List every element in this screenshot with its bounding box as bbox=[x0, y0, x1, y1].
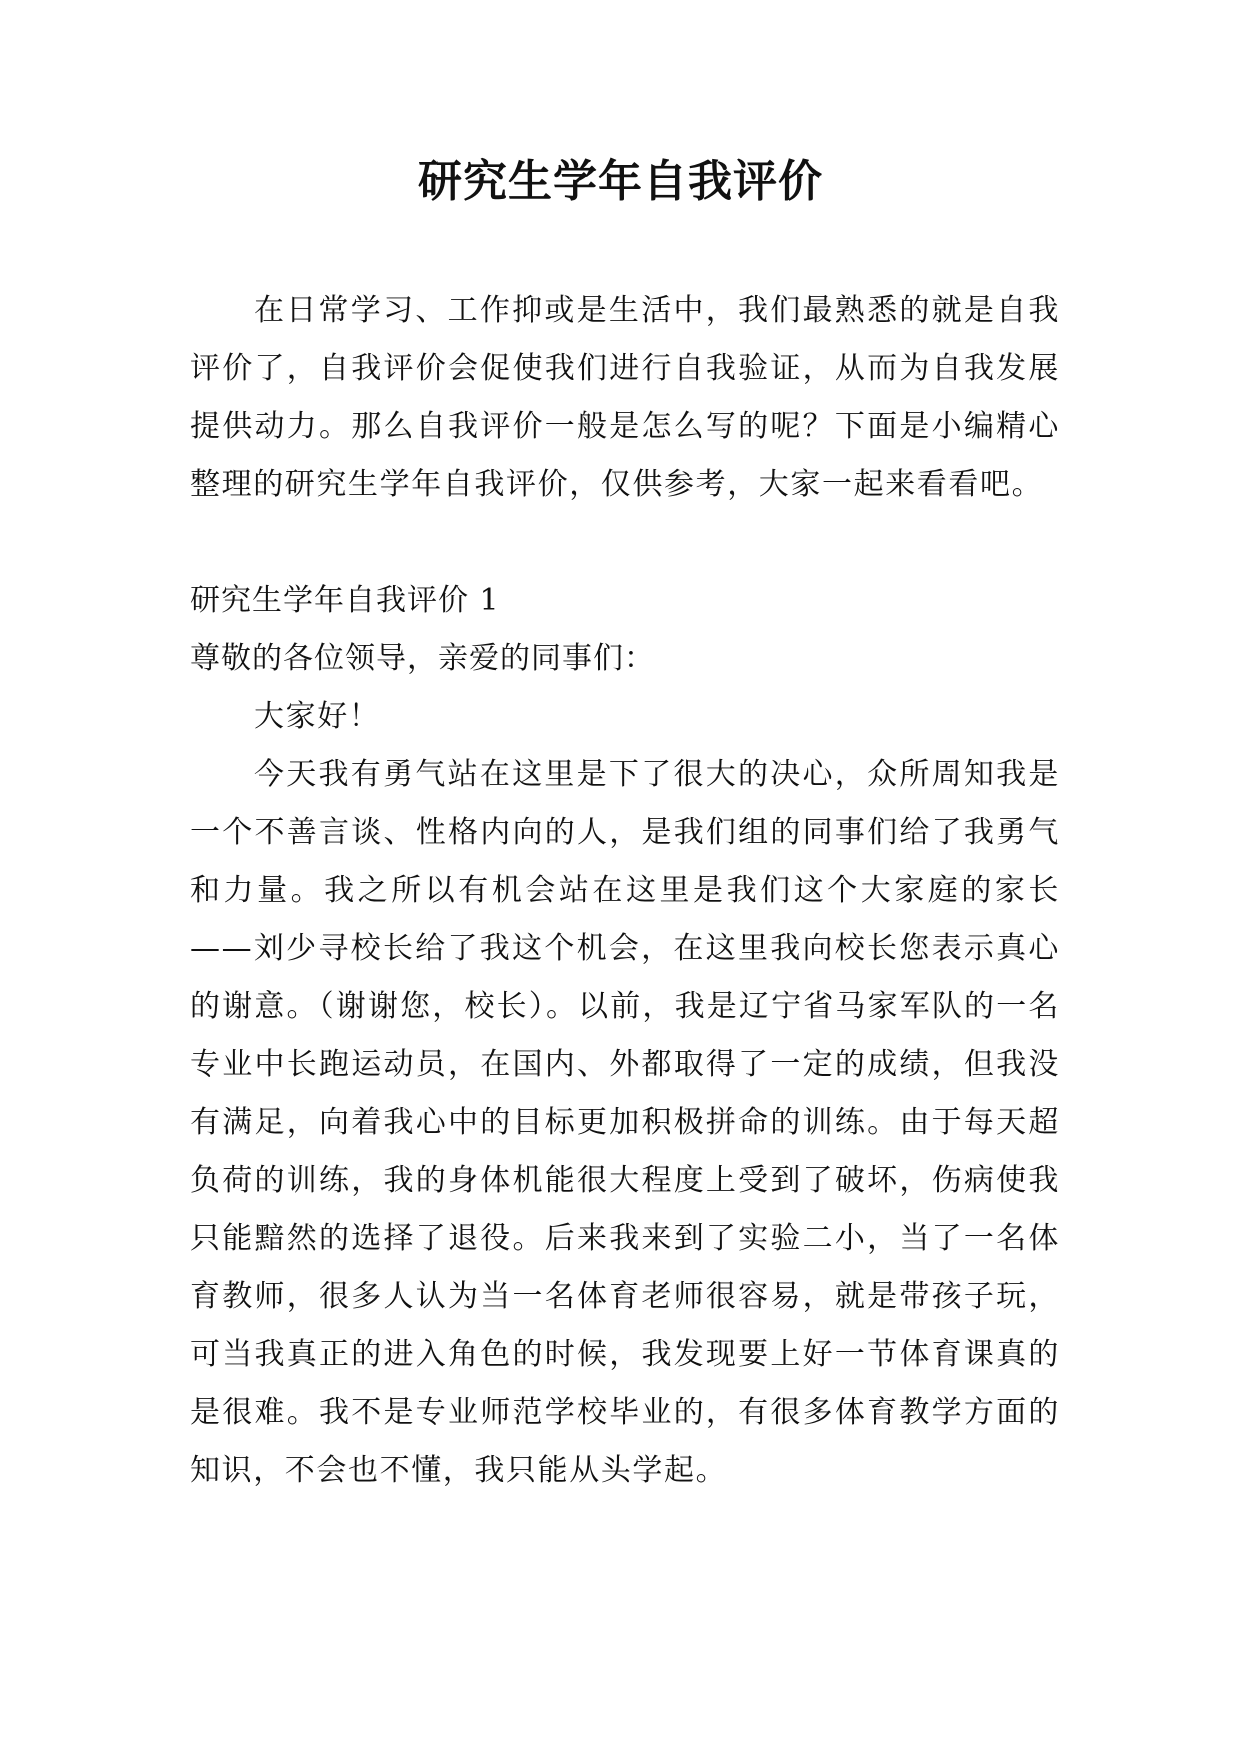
body-paragraph: 今天我有勇气站在这里是下了很大的决心，众所周知我是一个不善言谈、性格内向的人，是我们组的同事们给了我勇气和力量。我之所以有机会站在这里是我们这个大家庭的家长——刘少寻校长给了我这个机会，在这里我向校长您表示真心的谢意。（谢谢您，校长）。以前，我是辽宁省马家军队的一名专业中长跑运动员，在国内、外都取得了一定的成绩，但我没有满足，向着我心中的目标更加积极拼命的训练。由于每天超负荷的训练，我的身体机能很大程度上受到了破坏，伤病使我只能黯然的选择了退役。后来我来到了实验二小，当了一名体育教师，很多人认为当一名体育老师很容易，就是带孩子玩，可当我真正的进入角色的时候，我发现要上好一节体育课真的是很难。我不是专业师范学校毕业的，有很多体育教学方面的知识，不会也不懂，我只能从头学起。 bbox=[190, 757, 1060, 1488]
document-title: 研究生学年自我评价 bbox=[418, 156, 823, 207]
intro-paragraph: 在日常学习、工作抑或是生活中，我们最熟悉的就是自我评价了，自我评价会促使我们进行自我验证，从而为自我发展提供动力。那么自我评价一般是怎么写的呢？下面是小编精心整理的研究生学年自我评价，仅供参考，大家一起来看看吧。 bbox=[190, 293, 1060, 502]
section-heading: 研究生学年自我评价 1 bbox=[190, 583, 500, 618]
paragraph-spacer bbox=[190, 514, 1060, 572]
greeting: 大家好！ bbox=[254, 699, 381, 734]
document-body bbox=[190, 282, 1060, 1500]
salutation: 尊敬的各位领导，亲爱的同事们： bbox=[190, 641, 655, 676]
